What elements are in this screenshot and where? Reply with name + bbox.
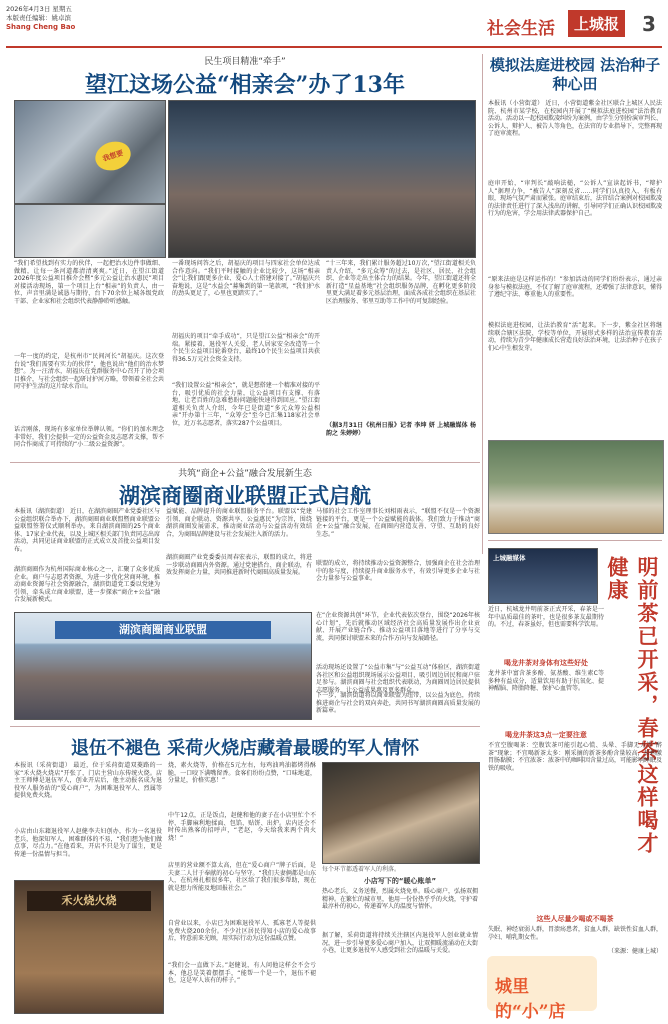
story1-col1: “我们希望找到有实力的伙伴，一起把治水边件事做细、做精，让每一条河道都清清爽爽。”近日，在望江街道2026年度公益项目推介会暨“多元公益让治水惠民”项目对接活动现场，第一个项目上台“相亲”的负责人，由一位，声音里满是诚恳与期待，台下70余位上城各级党政干部、企业家和社会组织代表静静聆听感触。 <box>14 260 164 305</box>
story5-tag: 上城融媒体 <box>493 554 526 562</box>
column-divider-right <box>482 54 483 554</box>
story3-col1: 本报讯（采荷街道） 最近，位于采荷街道双菱路的一家“禾火烧火烧店”开张了，门店主营山东传统火烧。店主王师傅是退伍军人，创业开店后，他主动报名成为退役军人服务站的“爱心商户”，为困难退役军人、烈属等提供免费火烧。 <box>14 762 162 800</box>
story3-col1b: 小店由山东籍退役军人赵健李夫妇创办，作为一名退役老兵，他深知军人、困难群体的不易，“我们想为他们做点事，尽点力。”在他看来，开店不只是为了谋生，更是传递一份温情与担当。 <box>14 828 162 858</box>
story5-sub3: 这些人尽量少喝或不喝茶 <box>536 915 614 923</box>
story2-col3b: 联盟的成立，将持续推动公益资源整合，加强商企在社会治理中的参与度，持续提升商业服务水平，有效引导更多企业与社会力量参与公益事业。 <box>316 560 480 583</box>
story1-col2c: “我们设置公益“相亲会”，就是想搭建一个精准对接的平台，吸引优质的社会力量，让公益项目有支撑、有落地，让老百姓的急难愁盼问题能快速得到回应。”望江街道相关负责人介绍，今年已是街道“多元众筹公益相亲”开办第十三年，“众筹会”至今已汇集118家社会单位，近万名志愿者，落实287个公益项目。 <box>172 382 320 427</box>
story1-headline: 望江这场公益“相亲会”办了13年 <box>85 72 405 98</box>
story4-body2: 庭审开始，“审判长”敲响法槌，“公诉人”宣读起诉书，“辩护人”据理力争，“被告人”深刻反省……同学们认真投入、有板有眼，现场气氛严肃而紧张。庭审结束后，法官结合案例对校园欺凌的法律责任进行了深入浅出的讲解，引导同学们正确认识校园欺凌行为的危害，学会用法律武器保护自己。 <box>488 180 663 218</box>
story1-bottom-rule <box>10 462 480 463</box>
story3-col3: 自营业以来，小店已为困难退役军人、孤寡老人等提供免费火烧200余份。不少社区居民得知小店的爱心故事后，特意前来光顾，用实际行动为这份温暖点赞。 <box>168 920 316 943</box>
story3-col2c: 店里的营业额不算太高，但在“爱心商户”牌子后面，是夫妻二人甘于奉献的初心与坚守。“我们夫妻俩都是山东人，在杭州扎根很多年，社区给了我们很多帮助，现在就是想力所能及地回报社会。” <box>168 862 316 892</box>
story1-photo-main <box>168 100 476 258</box>
story2-col2b: 湖滨商圈产业党委委员周春宏表示，联盟的成立，将进一步联动商圈内外资源。通过党建搭台、商企联动，有效发挥商企力量，共同推进新时代商圈高质量发展。 <box>166 554 312 577</box>
story4-bottom-rule <box>488 540 662 541</box>
story5-headline: 明前茶已开采，春茶这样喝才健康 <box>605 556 660 855</box>
story4-headline: 模拟法庭进校园 法治种子种心田 <box>489 56 661 93</box>
story5-source: （来源：健康上城） <box>607 948 662 955</box>
header-rule <box>6 46 662 48</box>
story1-kicker: 民生项目精准“牵手” <box>204 57 286 67</box>
story5-sub1: 喝龙井茶对身体有这些好处 <box>504 659 588 667</box>
story1-col1c: 话音刚落，现场有多家单位举牌认领。“你们的加水理念非常好，我们会提供一定的公益资金及志愿者支撑，帮不同合作商成了可持续的“小二级公益资源”。 <box>14 426 165 449</box>
story4-photo <box>488 440 664 534</box>
story1-col3: “十三年来，我们累计服务超过10万次，”望江街道相关负责人介绍，“多元众筹”的过去，是社区、居民、社会组织、企业等走出主体合力的结果。今年，望江街道还将全新打造“星益基地”社会组织服务品牌，在孵化更多阶段里更大满足着多元基层治理，面成各成社会组织在基层社区治理服务、邻里互助等工作中的可复制经验。 <box>326 260 477 305</box>
story3-col2b: 中午12点，正是饭点，赵健和他的妻子在小店里忙个不停，手脚麻利地揉面、包馅、贴饼、出炉。店内还会不时传出熟客的招呼声，“老赵，今天给我来两个肉火烧！” <box>168 812 316 842</box>
section-name: 社会生活 <box>487 19 555 39</box>
story2-col1: 本报讯（湖滨街道） 近日，在湖滨商圈产业党委社区与公益组织联合举办下，湖滨商圈商业联盟暨商业联盟公益联盟签署仪式顺利举办。来自湖滨商圈的25个商业体、17家企业代表，以及上城区相关部门负责同志出席活动，共同见证商业联盟的正式成立及首批公益项目发布。 <box>14 508 160 553</box>
brand-name: Shang Cheng Bao <box>6 23 76 31</box>
story2-col1b: 湖滨商圈作为杭州国际商业核心之一，汇聚了众多优质企业。商户与志愿者资源，为进一步优化营商环境，推动商业资源与社会资源融合，湖滨街道党工委以党建为引领，牵头成立商业联盟，进一步探索“商企+公益”融合发展新模式。 <box>14 566 160 604</box>
story2-col4b: 活动现场还设置了“公益市集”与“公益互动”体验区，湖滨街道各社区和公益组织现场展示公益项目，吸引周边居民和商户驻足参与。湖滨商圈与社会组织代表联动，为商圈周边居民提供志愿服务，让公益成果惠及更多群众。 <box>316 664 480 694</box>
story2-col4c: 下一步，湖滨街道将以商业联盟为纽带，以公益为底色，持续推进商企与社会的双向奔赴，共同书写湖滨商圈高质量发展的新篇章。 <box>316 692 480 715</box>
story1-byline: （据3月31日《杭州日报》记者 李坤 妍 上城融媒体 杨韵之 朱婷婷） <box>326 422 476 437</box>
story4-body4: 模拟法庭进校园，让法治教育“活”起来。下一步，紫金社区将继续联合辖区法院、学校等单位，开展形式多样的法治宣传教育活动，持续为青少年健康成长营造良好法治环境，让法治种子在孩子们心中生根发芽。 <box>488 322 663 352</box>
story1-photo-sticker: 我想要 <box>92 137 135 175</box>
story3-photo-store <box>14 880 164 1014</box>
story3-col2: 烧，素火烧等，价格在5元左右，每鸡油鸡油都烤得酥脆，一口咬下满嘴留香。食客们纷纷点赞，“口味地道，分量足，价格实惠！” <box>168 762 316 785</box>
story5-body: 近日，杭城龙井明前茶正式开采，春茶是一年中品质最佳的茶叶，也是很多茶友最期待的。不过，春茶虽好，但也需要科学饮用。 <box>488 606 604 629</box>
story3-box-text: 热心老兵，义务送餐，烈属火烧免单。暖心商户，弘扬双拥精神。在繁忙的城市里，他用一份份热乎乎的火烧，守护着最淳朴的初心，传递着军人的温度与情怀。 <box>322 888 479 911</box>
newspaper-logo: 上城报 <box>568 10 625 37</box>
story2-col3: 马郁的社会工作室理事长刘相雨表示，“联盟不仅是一个资源链接的平台，更是一个公益赋能的载体。我们致力于推动“商企+公益”融合发展，在商圈内营造友善、守望、互助的良好生态。” <box>316 508 480 538</box>
story3-box-title: 小店写下的“暖心账单” <box>363 877 437 885</box>
story2-photo-banner: 湖滨商圈商业联盟 <box>55 621 271 639</box>
story1-col1b: 一年一度的约定，是杭州市“民间河长”胡福庆。这次登台说“我们需要有实力的伙伴”，他也说出“他们的治水梦想”。为一汪清水，胡福庆在党群服务中心召开了协会项目推介，与社会组织一起研讨护河方略，带领着全社会共同守护生活的这片绿水青山。 <box>14 353 165 391</box>
masthead-meta <box>6 5 75 32</box>
story4-body: 本报讯（小营街道） 近日，小营街道紫金社区联合上城区人民法院、杭州市某学校，在校园内开展了“模拟法庭进校园”法治教育活动。活动以一起校园欺凌纠纷为案例，由学生分别扮演审判长、公诉人、辩护人、被告人等角色，在法官的专业指导下，完整再现了庭审流程。 <box>488 100 663 138</box>
story3-photo-caption: 每个环节都透着军人的利落。 <box>322 866 401 873</box>
story3-col3c: 据了解，采荷街道将持续关注辖区内退役军人创业就业情况，进一步引导更多爱心商户加入，让双拥暖流涌动在大街小巷，让更多退役军人感受到社会的温暖与关爱。 <box>322 932 479 955</box>
promo-text: 城里的“小”店 <box>495 977 566 1022</box>
story1-photo-small <box>14 204 166 258</box>
story3-col3b: “我们会一直做下去。”赵健说，有人问他这样会不会亏本，他总是笑着摆摆手，“能帮一个是一个，退伍不褪色，这是军人该有的样子。” <box>168 962 316 985</box>
story3-photo-chef <box>322 762 480 864</box>
story2-bottom-rule <box>10 726 480 727</box>
story5-body2: 龙井茶中富含茶多酚、氨基酸、维生素C等多种有益成分，适量饮用有助于抗氧化、提神醒脑、降脂降糖、保护心血管等。 <box>488 670 604 693</box>
story1-col2: 一番现场问答之后，胡福庆的项目与四家社会单位达成合作意向。“我们平时接触的企业比较少，这场“相亲会”让我们跟更多企业、爱心人士搭建对接了。”胡福庆兴奋地说，这是“水益会”募集到的第一笔款项，“我们护水的劲头更足了，心里也更踏实了。” <box>172 260 320 298</box>
store-sign: 禾火烧火烧 <box>27 891 151 911</box>
story2-photo <box>14 612 312 720</box>
story2-headline: 湖滨商圈商业联盟正式启航 <box>119 483 371 508</box>
story4-body3: “原来法庭是这样运作的！”参加活动的同学们纷纷表示，通过亲身参与模拟法庭，不仅了解了庭审流程，还增强了法律意识，懂得了遵纪守法、尊重他人的重要性。 <box>488 276 663 299</box>
story5-body4: 失眠、神经衰弱人群，胃溃疡患者，贫血人群，缺铁性贫血人群，孕妇、哺乳期女性。 <box>488 926 663 941</box>
masthead <box>0 0 668 50</box>
story2-col4: 在“企业资源共创”环节，企业代表依次登台，围绕“2026年核心计划”，先后就推动区域经济社会高质量发展作出企业贡献、开展产业链合作、推动公益项目落地等进行了分享与交流，共同探讨联盟未来的合作方向与发展路径。 <box>316 612 480 642</box>
story3-headline: 退伍不褪色 采荷火烧店藏着最暖的军人情怀 <box>70 738 420 759</box>
story5-sub2: 喝龙井茶这3点一定要注意 <box>505 731 587 739</box>
story1-col2b: 胡福庆的项目“牵手成功”，只是望江公益“相亲会”的开端。紧接着，退役军人关爱、老人居家安全改造等一个个民生公益项目轮番登台，最终10个民生公益项目共获得36.5万元社会资金支持。 <box>172 333 320 363</box>
small-shop-promo <box>487 956 597 1022</box>
story5-tag-box <box>488 548 598 604</box>
story5-body3: 不宜空腹喝茶：空腹饮茶可能引起心慌、头晕、手脚无力等“醉茶”现象；不宜喝新茶太多：刚采摘的新茶多酚含量较高，易刺激胃肠黏膜；不宜浓茶：浓茶中的咖啡因含量过高，可能影响睡眠及铁的吸收。 <box>488 742 663 772</box>
story2-col2: 益赋能、品牌提升的商业联盟服务平台。联盟以“党建引领、商企联动、资源共享、公益惠民”为宗旨，围绕湖滨商圈发展需求，推动商业活动与公益活动有效结合，为商圈品牌建设与社会发展注入新的活力。 <box>166 508 312 538</box>
story2-kicker: 共筑“商企+公益”融合发展新生态 <box>178 469 312 479</box>
date-line: 2026年4月3日 星期五 <box>6 5 72 13</box>
editor-line: 本版责任编辑：姚卓滨 <box>6 14 71 22</box>
story1-photo-left <box>14 100 166 204</box>
page-number: 3 <box>642 12 656 36</box>
